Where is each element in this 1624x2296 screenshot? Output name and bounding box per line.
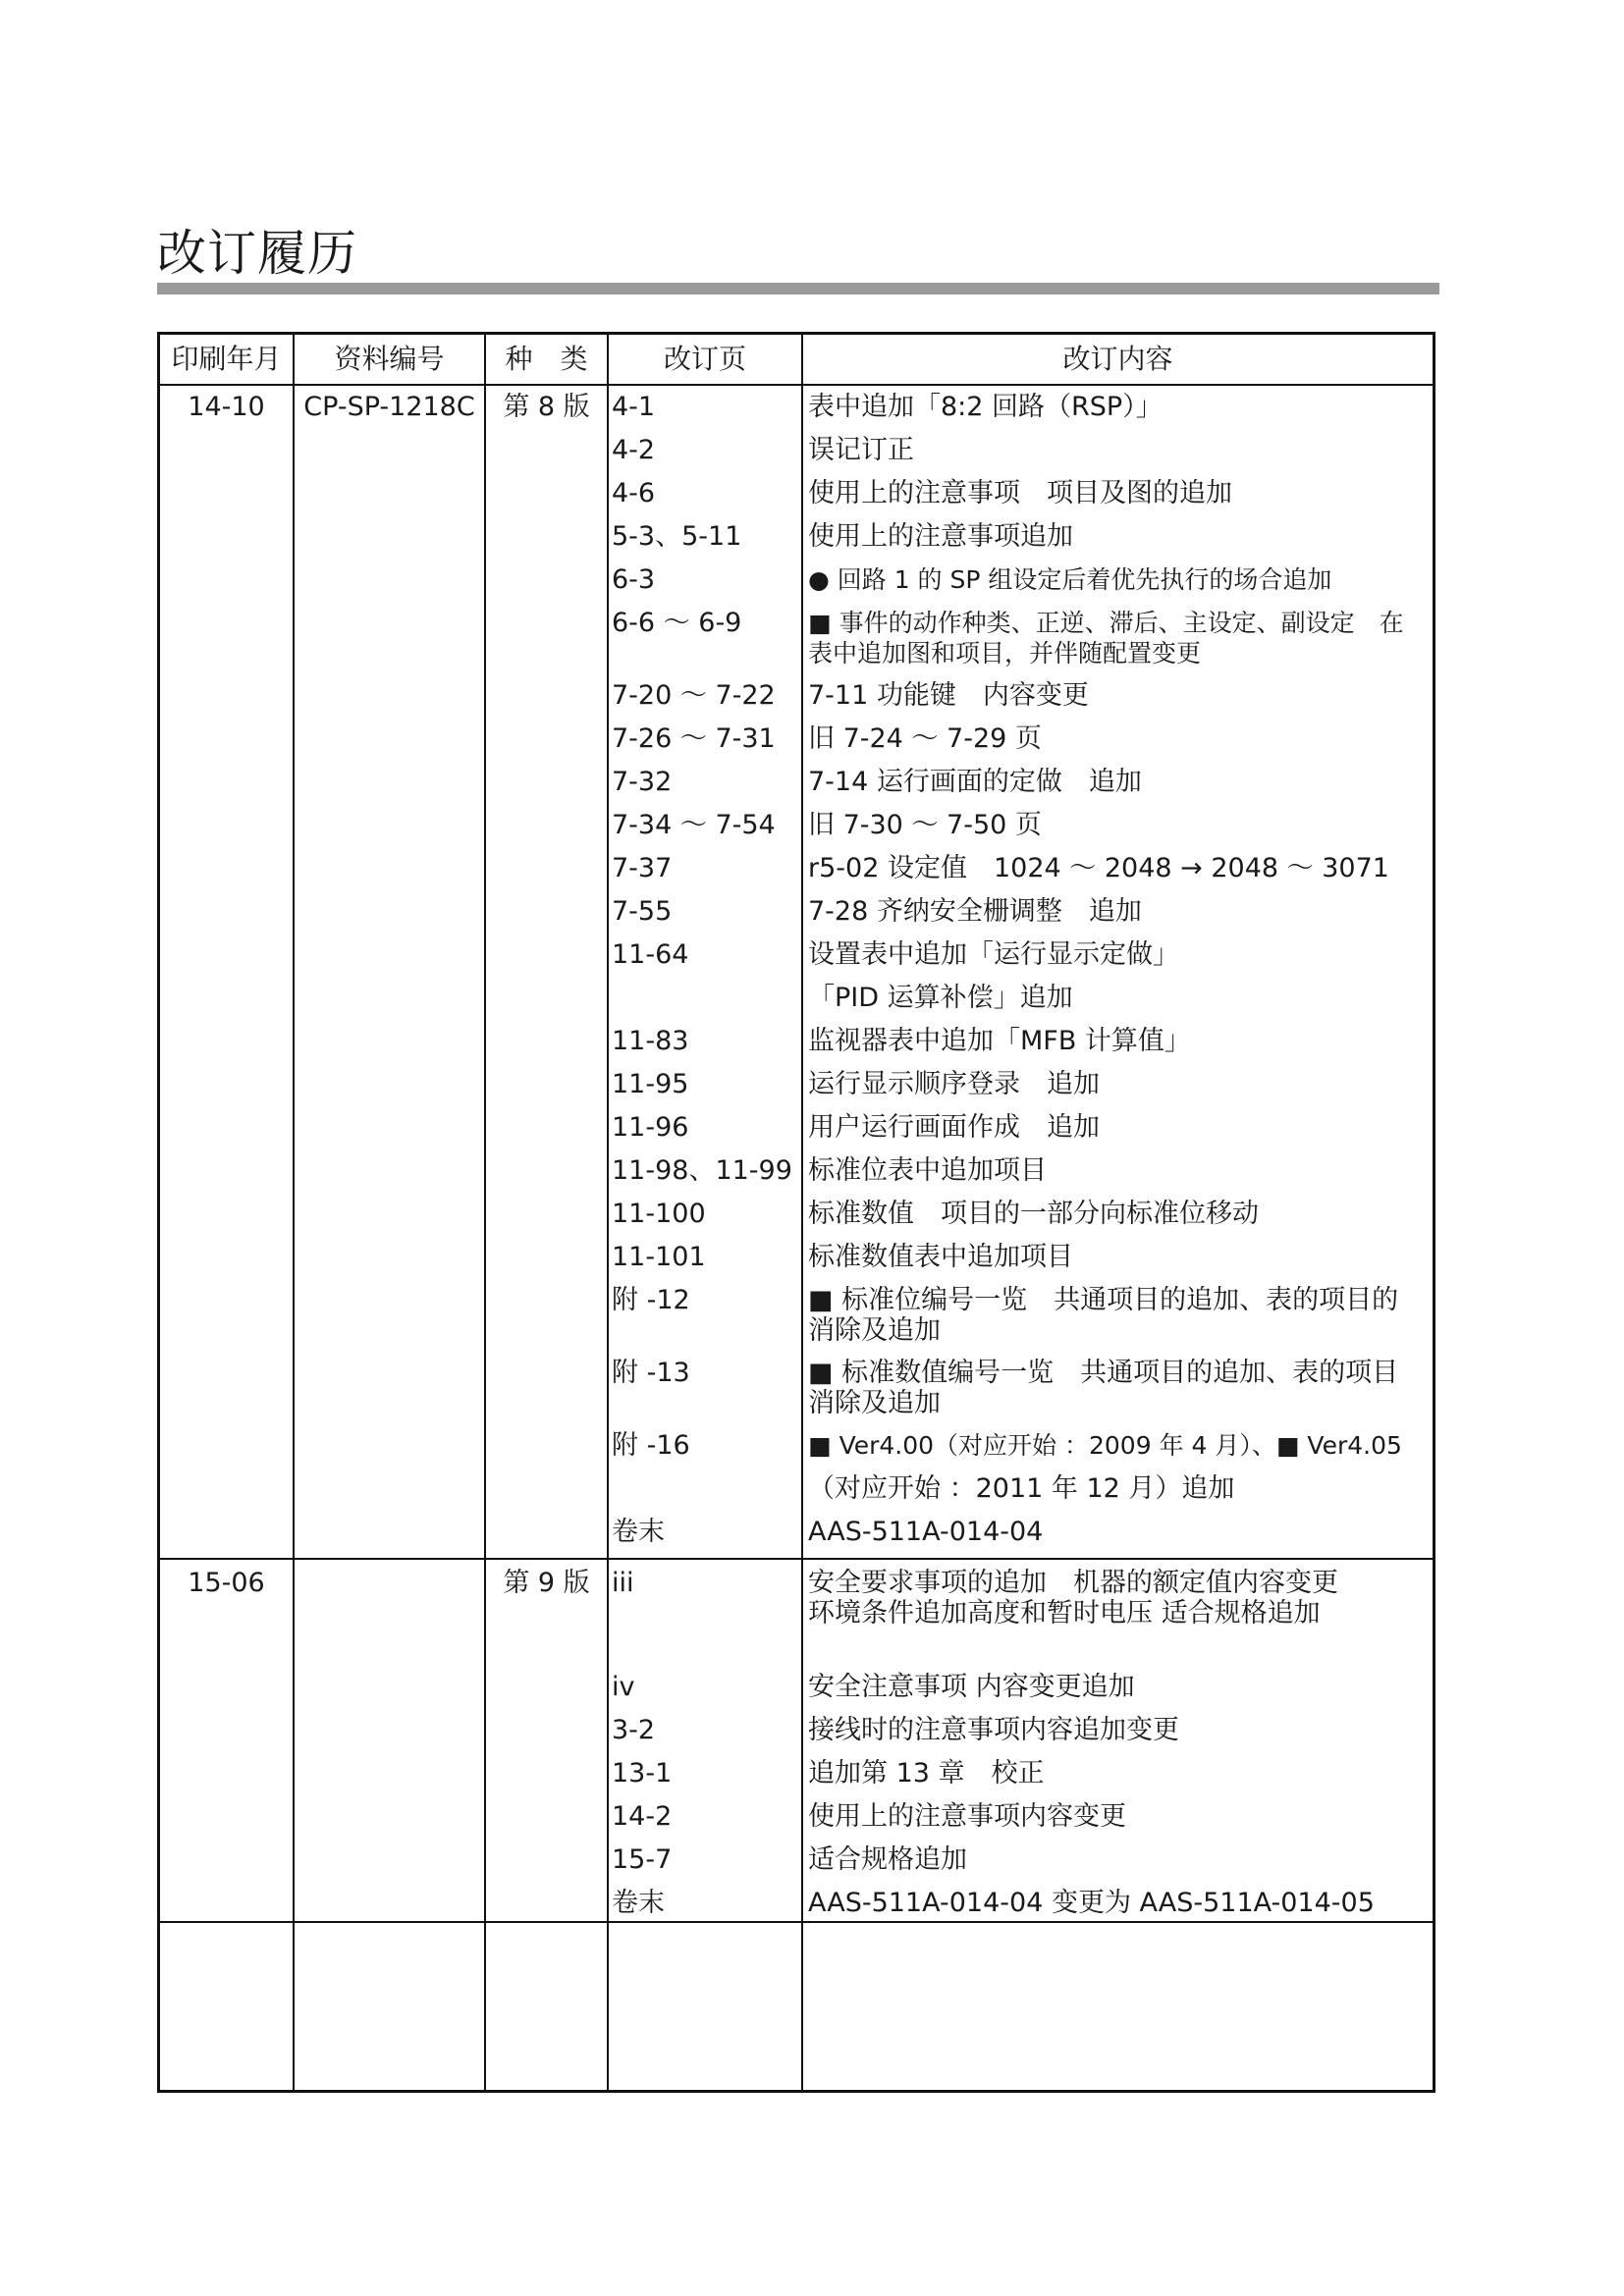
change-content: r5-02 设定值 1024 ～ 2048 → 2048 ～ 3071 xyxy=(808,853,1389,883)
col-divider xyxy=(801,335,803,2090)
revision-date: 14-10 xyxy=(188,392,265,422)
change-content: 使用上的注意事项 项目及图的追加 xyxy=(808,478,1232,508)
change-page: 7-55 xyxy=(612,896,673,927)
change-page: 11-64 xyxy=(612,939,689,970)
change-content: 接线时的注意事项内容追加变更 xyxy=(808,1715,1179,1745)
change-content: ● 回路 1 的 SP 组设定后着优先执行的场合追加 xyxy=(808,565,1332,594)
change-content: 使用上的注意事项追加 xyxy=(808,521,1073,552)
header-kind: 种 类 xyxy=(505,343,588,375)
revision-history-table xyxy=(157,332,1435,2093)
change-page: 11-98、11-99 xyxy=(612,1155,792,1186)
header-divider xyxy=(160,384,1433,386)
change-content: 误记订正 xyxy=(808,435,914,465)
change-content: ■ 标准位编号一览 共通项目的追加、表的项目的消除及追加 xyxy=(808,1285,1399,1346)
revision-doc-no: CP-SP-1218C xyxy=(303,392,475,422)
change-page: 7-26 ～ 7-31 xyxy=(612,723,776,754)
change-page: 4-1 xyxy=(612,392,656,422)
revision-date: 15-06 xyxy=(188,1568,265,1598)
col-divider xyxy=(293,335,295,2090)
change-content: 安全要求事项的追加 机器的额定值内容变更 环境条件追加高度和暂时电压 适合规格追加 xyxy=(808,1568,1338,1629)
change-content: 7-14 运行画面的定做 追加 xyxy=(808,767,1142,797)
change-content: 用户运行画面作成 追加 xyxy=(808,1112,1100,1143)
change-content: 标准位表中追加项目 xyxy=(808,1155,1047,1186)
change-content: 标准数值 项目的一部分向标准位移动 xyxy=(808,1199,1259,1229)
header-date: 印刷年月 xyxy=(171,343,282,375)
change-page: 卷末 xyxy=(612,1517,665,1547)
change-page: iv xyxy=(612,1672,635,1702)
row-divider xyxy=(160,1921,1433,1923)
change-content: 安全注意事项 内容变更追加 xyxy=(808,1672,1135,1702)
change-page: 11-96 xyxy=(612,1112,689,1143)
change-content: 7-11 功能键 内容变更 xyxy=(808,680,1089,711)
col-divider xyxy=(484,335,486,2090)
change-page: 4-2 xyxy=(612,435,656,465)
change-page: 11-101 xyxy=(612,1242,706,1272)
change-page: 11-100 xyxy=(612,1199,706,1229)
page-title: 改订履历 xyxy=(157,225,357,282)
change-page: 11-83 xyxy=(612,1026,689,1056)
change-content: 标准数值表中追加项目 xyxy=(808,1242,1073,1272)
change-content: 旧 7-30 ～ 7-50 页 xyxy=(808,810,1042,840)
change-page: 附 -12 xyxy=(612,1285,690,1315)
change-content: AAS-511A-014-04 xyxy=(808,1517,1044,1547)
change-page: 5-3、5-11 xyxy=(612,521,742,552)
change-page: 3-2 xyxy=(612,1715,656,1745)
change-page: 4-6 xyxy=(612,478,656,508)
change-content: 表中追加「8:2 回路（RSP）」 xyxy=(808,392,1163,422)
change-content: ■ 事件的动作种类、正逆、滞后、主设定、副设定 在表中追加图和项目，并伴随配置变更 xyxy=(808,609,1404,667)
header-pages: 改订页 xyxy=(663,343,746,375)
change-page: 附 -16 xyxy=(612,1430,690,1461)
change-page: 7-34 ～ 7-54 xyxy=(612,810,776,840)
change-page: iii xyxy=(612,1568,634,1598)
change-content: 旧 7-24 ～ 7-29 页 xyxy=(808,723,1042,754)
change-page: 6-6 ～ 6-9 xyxy=(612,608,742,638)
change-content: （对应开始 ：2011 年 12 月）追加 xyxy=(808,1473,1235,1504)
change-page: 附 -13 xyxy=(612,1358,690,1388)
header-contents: 改订内容 xyxy=(1062,343,1173,375)
change-content: 运行显示顺序登录 追加 xyxy=(808,1069,1100,1099)
change-content: 使用上的注意事项内容变更 xyxy=(808,1801,1126,1832)
change-page: 卷末 xyxy=(612,1888,665,1918)
change-content: 追加第 13 章 校正 xyxy=(808,1758,1045,1789)
change-content: ■ Ver4.00（对应开始 ：2009 年 4 月）、■ Ver4.05 xyxy=(808,1431,1402,1460)
title-divider xyxy=(157,283,1439,294)
change-page: 7-37 xyxy=(612,853,673,883)
revision-kind: 第 8 版 xyxy=(503,392,590,422)
change-page: 6-3 xyxy=(612,564,656,595)
col-divider xyxy=(607,335,609,2090)
change-content: 监视器表中追加「MFB 计算值」 xyxy=(808,1026,1191,1056)
change-page: 14-2 xyxy=(612,1801,673,1832)
header-doc-no: 资料编号 xyxy=(334,343,445,375)
row-divider xyxy=(160,1558,1433,1560)
change-page: 11-95 xyxy=(612,1069,689,1099)
change-content: 设置表中追加「运行显示定做」 xyxy=(808,939,1179,970)
change-page: 7-32 xyxy=(612,767,673,797)
change-content: AAS-511A-014-04 变更为 AAS-511A-014-05 xyxy=(808,1888,1375,1918)
change-content: ■ 标准数值编号一览 共通项目的追加、表的项目消除及追加 xyxy=(808,1358,1399,1418)
change-page: 13-1 xyxy=(612,1758,673,1789)
change-page: 7-20 ～ 7-22 xyxy=(612,680,776,711)
change-page: 15-7 xyxy=(612,1844,673,1875)
revision-kind: 第 9 版 xyxy=(503,1568,590,1598)
change-content: 7-28 齐纳安全栅调整 追加 xyxy=(808,896,1142,927)
change-content: 「PID 运算补偿」追加 xyxy=(808,983,1073,1013)
change-content: 适合规格追加 xyxy=(808,1844,967,1875)
